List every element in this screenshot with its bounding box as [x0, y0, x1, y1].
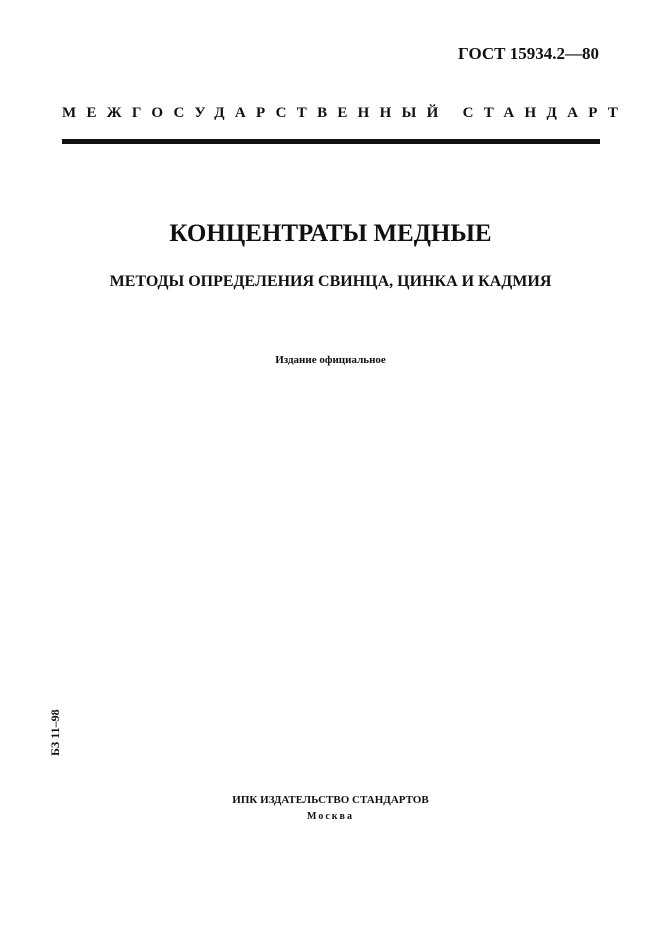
edition-note: Издание официальное: [275, 354, 386, 366]
side-catalog-mark: БЗ 11–98: [48, 709, 62, 756]
publisher-city: Москва: [307, 811, 354, 822]
document-title: КОНЦЕНТРАТЫ МЕДНЫЕ: [169, 220, 492, 247]
header-divider: [62, 139, 600, 144]
document-code: ГОСТ 15934.2—80: [458, 44, 599, 63]
standard-type-heading: МЕЖГОСУДАРСТВЕННЫЙ СТАНДАРТ: [62, 105, 629, 121]
publisher-name: ИПК ИЗДАТЕЛЬСТВО СТАНДАРТОВ: [232, 794, 429, 806]
document-subtitle: МЕТОДЫ ОПРЕДЕЛЕНИЯ СВИНЦА, ЦИНКА И КАДМИЯ: [109, 273, 552, 290]
